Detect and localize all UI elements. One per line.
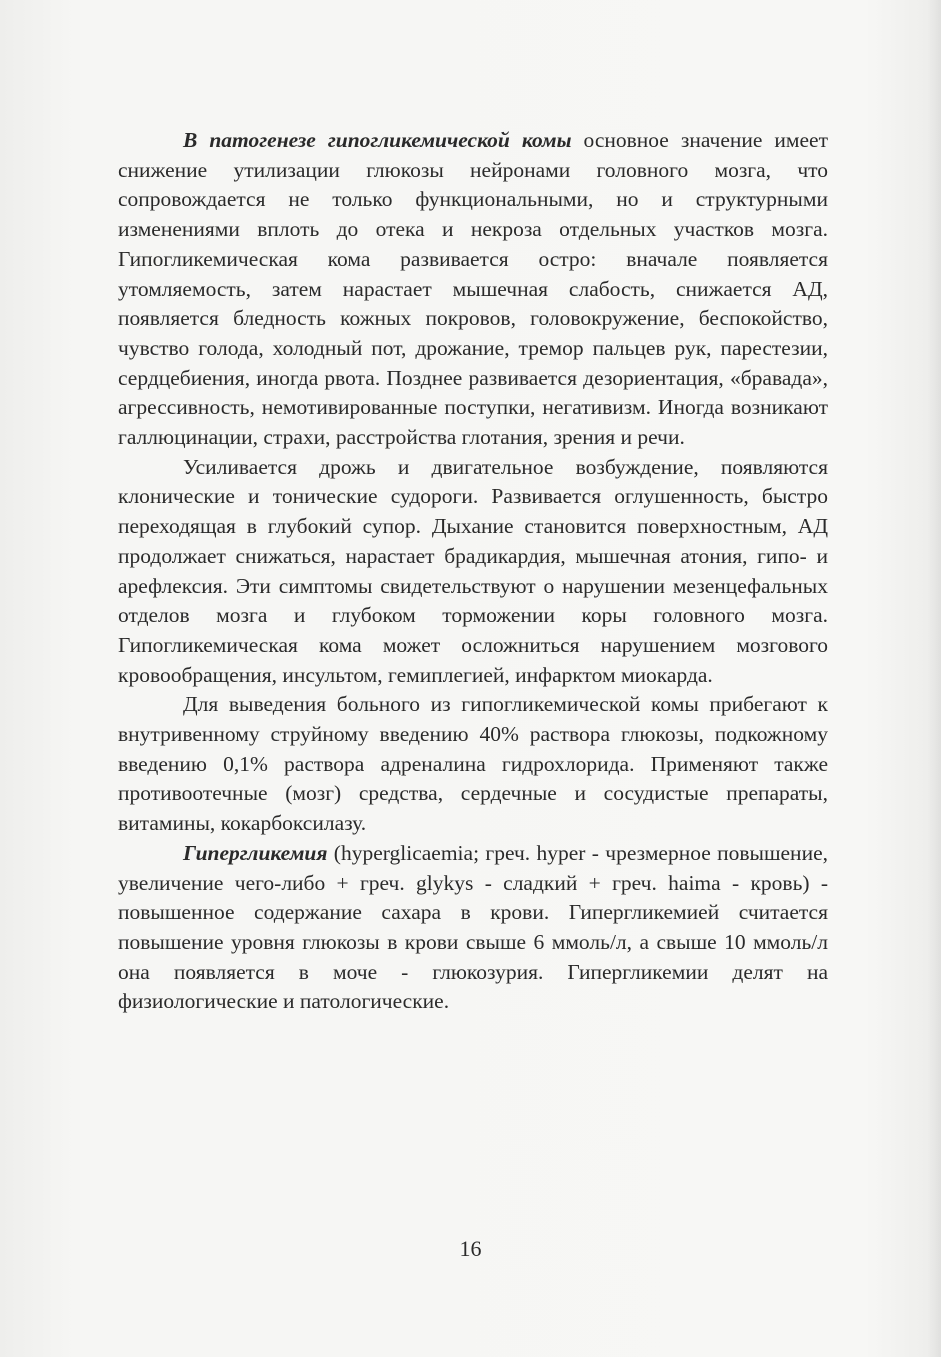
paragraph-text: (hyperglicaemia; греч. hyper - чрезмерное повышение, увеличение чего-либо + греч. glykys - сладкий + греч. haima - кровь) - повышенное содержание сахара в крови. Гипергликемией считается повышение уровня глюкозы в крови свыше 6 ммоль/л, а свыше 10 ммоль/л она появляется в моче - глюкозурия. Гипергликемии делят на физиологические и патологические.	[118, 840, 828, 1014]
paragraph-hypoglycemic-coma-pathogenesis	[118, 126, 828, 453]
paragraph-text: Усиливается дрожь и двигательное возбуждение, появляются клонические и тонические судороги. Развивается оглушенность, быстро переходящая в глубокий супор. Дыхание становится поверхностным, АД продолжает снижаться, нарастает брадикардия, мышечная атония, гипо- и арефлексия. Эти симптомы свидетельствуют о нарушении мезенцефальных отделов мозга и глубоком торможении коры головного мозга. Гипогликемическая кома может осложниться нарушением мозгового кровообращения, инсультом, гемиплегией, инфарктом миокарда.	[118, 454, 828, 687]
paragraph-text: Для выведения больного из гипогликемической комы прибегают к внутривенному струйному введению 40% раствора глюкозы, подкожному введению 0,1% раствора адреналина гидрохлорида. Применяют также противоотечные (мозг) средства, сердечные и сосудистые препараты, витамины, кокарбоксилазу.	[118, 692, 828, 836]
paragraph-hyperglycemia-definition	[118, 839, 828, 1017]
term-pathogenesis: В патогенезе гипогликемической комы	[183, 128, 572, 152]
term-hyperglycemia: Гипергликемия	[183, 840, 328, 865]
page-edge-shadow	[927, 0, 941, 1357]
paragraph-text: основное значение имеет снижение утилизации глюкозы нейронами головного мозга, что сопровождается не только функциональными, но и структурными изменениями вплоть до отека и некроза отдельных участков мозга. Гипогликемическая кома развивается остро: вначале появляется утомляемость, затем нарастает мышечная слабость, снижается АД, появляется бледность кожных покровов, головокружение, беспокойство, чувство голода, холодный пот, дрожание, тремор пальцев рук, парестезии, сердцебиения, иногда рвота. Позднее развивается дезориентация, «бравада», агрессивность, немотивированные поступки, негативизм. Иногда возникают галлюцинации, страхи, расстройства глотания, зрения и речи.	[118, 128, 828, 450]
paragraph-treatment	[118, 690, 828, 839]
paragraph-symptoms-progression	[118, 453, 828, 691]
body-text	[118, 126, 828, 1017]
page-number: 16	[459, 1236, 482, 1261]
